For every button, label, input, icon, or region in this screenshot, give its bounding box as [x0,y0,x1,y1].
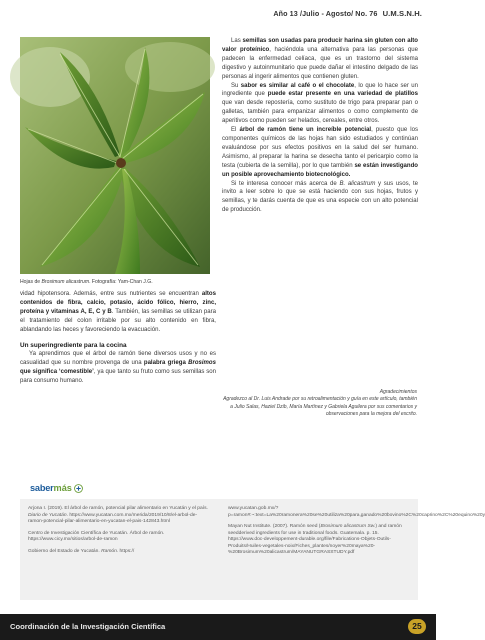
photo-caption [20,279,220,285]
logo-word-saber: saber [30,483,54,493]
reference-cicy: Centro de Investigación Científica de Yucatán. Árbol de ramón. https://www.cicy.mx/sitios/arbol-de-ramon [28,530,165,542]
leaf-photo [20,37,210,274]
acknowledgments-title: Agradecimientos [379,389,417,395]
paragraph-invitation: Si te interesa conocer más acerca de B. alicastrum y sus usos, te invito a leer sobre lo que se está haciendo con sus hojas, frutos y semillas, y te darás cuenta de que es una especie con un alto potencial de producción. [222,180,418,214]
issue-label: Año 13 /Julio - Agosto/ No. 76 [273,9,378,18]
paragraph-gluten: Las semillas son usadas para producir harina sin gluten con alto valor proteínico, haciéndola una alternativa para las personas que padecen la enfermedad celíaca, que es un trastorno del sistema digestivo y autoinmunitario que puede dañar el intestino delgado de las personas al ingerir alimentos que contienen gluten. [222,38,418,80]
right-column [222,37,418,215]
logo-word-mas: más [53,483,72,493]
left-column [20,290,216,386]
paragraph-flavor: Su sabor es similar al café o el chocolate, lo que lo hace ser un ingrediente que puede estar presente en una variedad de platillos que van desde repostería, como sustituto de trigo para preparar pan o galletas, también para empanizar alimentos o como complemento de aperitivos como pueden ser helados, cereales, entre otros. [222,82,418,125]
paragraph-nutrients: vidad hipotensora. Además, entre sus nutrientes se encuentran altos contenidos de fibra, calcio, potasio, ácido fólico, hierro, zinc, proteína y vitaminas A, E, C y B. También, las semillas se utilizan para el tratamiento del colon irritable por su alto contenido en fibra, ablandando las heces y favoreciendo la evacuación. [20,291,216,333]
reference-gobierno-url: www.yucatan.gob.mx/?p=ramon#:~:text=La%20ramonera%20se%20utiliza%20para,ganado%20bovino%2C%20caprino%2C%20equino%20y [228,506,485,518]
paragraph-name-origin: Ya aprendimos que el árbol de ramón tiene diversos usos y no es casualidad que su nombre provenga de una palabra griega Brosimos que significa ‘comestible’, ya que tanto su fruto como sus semillas son para consumo humano. [20,351,217,385]
reference-gobierno: Gobierno del Estado de Yucatán. Ramón. https:// [28,548,135,554]
reference-arjona: Arjona I. (2019). El árbol de ramón, potencial pilar alimentario en Yucatán y el país. Diario de Yucatán. https://www.yucatan.com.mx/merida/2019/10/8/el-arbol-de-ramon-potencial-pilar-alimentario-en-yucatan-el-pais-142843.html [28,506,208,524]
caption-credit: . Fotografía: Yam-Chan J.G. [89,279,153,285]
references-left [28,506,212,560]
paragraph-potential: El árbol de ramón tiene un increíble potencial, puesto que los componentes químicos de las hojas han sido estudiados y continúan evaluándose por sus efectos positivos en la salud del ser humano. Asimismo, al preparar la harina se desecha tanto el pericarpio como la testa (cubierta de la semilla), por lo que también se están investigando un posible aprovechamiento biotecnológico. [222,127,418,178]
references-right [228,506,485,562]
acknowledgments [223,389,417,419]
caption-text: Hojas de [20,279,42,285]
logo-plus-icon [74,484,83,493]
footer-title: Coordinación de la Investigación Científica [10,622,166,631]
sabermas-logo [30,483,83,493]
acknowledgments-body: Agradezco al Dr. Luis Andrade por su retroalimentación y guía en este artículo, también a Julio Salas, Haziel Dzib, María Martínez y Gabriela Aguilera por sus comentarios y observaciones para la mejora del escrito. [223,396,417,418]
page-number: 25 [408,619,426,634]
institution-label: U.M.S.N.H. [382,9,422,18]
issue-header [273,9,422,18]
caption-species: Brosimum alicastrum [41,279,90,285]
section-heading: Un superingrediente para la cocina [20,341,127,349]
page-footer [0,614,436,640]
reference-mayan-nut: Mayan Nut Institute. (2007). Ramón seed (Brosimum alicastrum Sw.) and ramón seedderived ingredients for use in traditional foods. Guatemala. p. 15. https://www.doc-developpement-durable.org/file/Fabrications-Objets-Outils-Produits/Huiles-vegetales-noix/Fiches_plantes/noyer%20maya%20-%20Brosimum%20alicastrum/MAYANUTGRASSTUDY.pdf [228,524,402,555]
